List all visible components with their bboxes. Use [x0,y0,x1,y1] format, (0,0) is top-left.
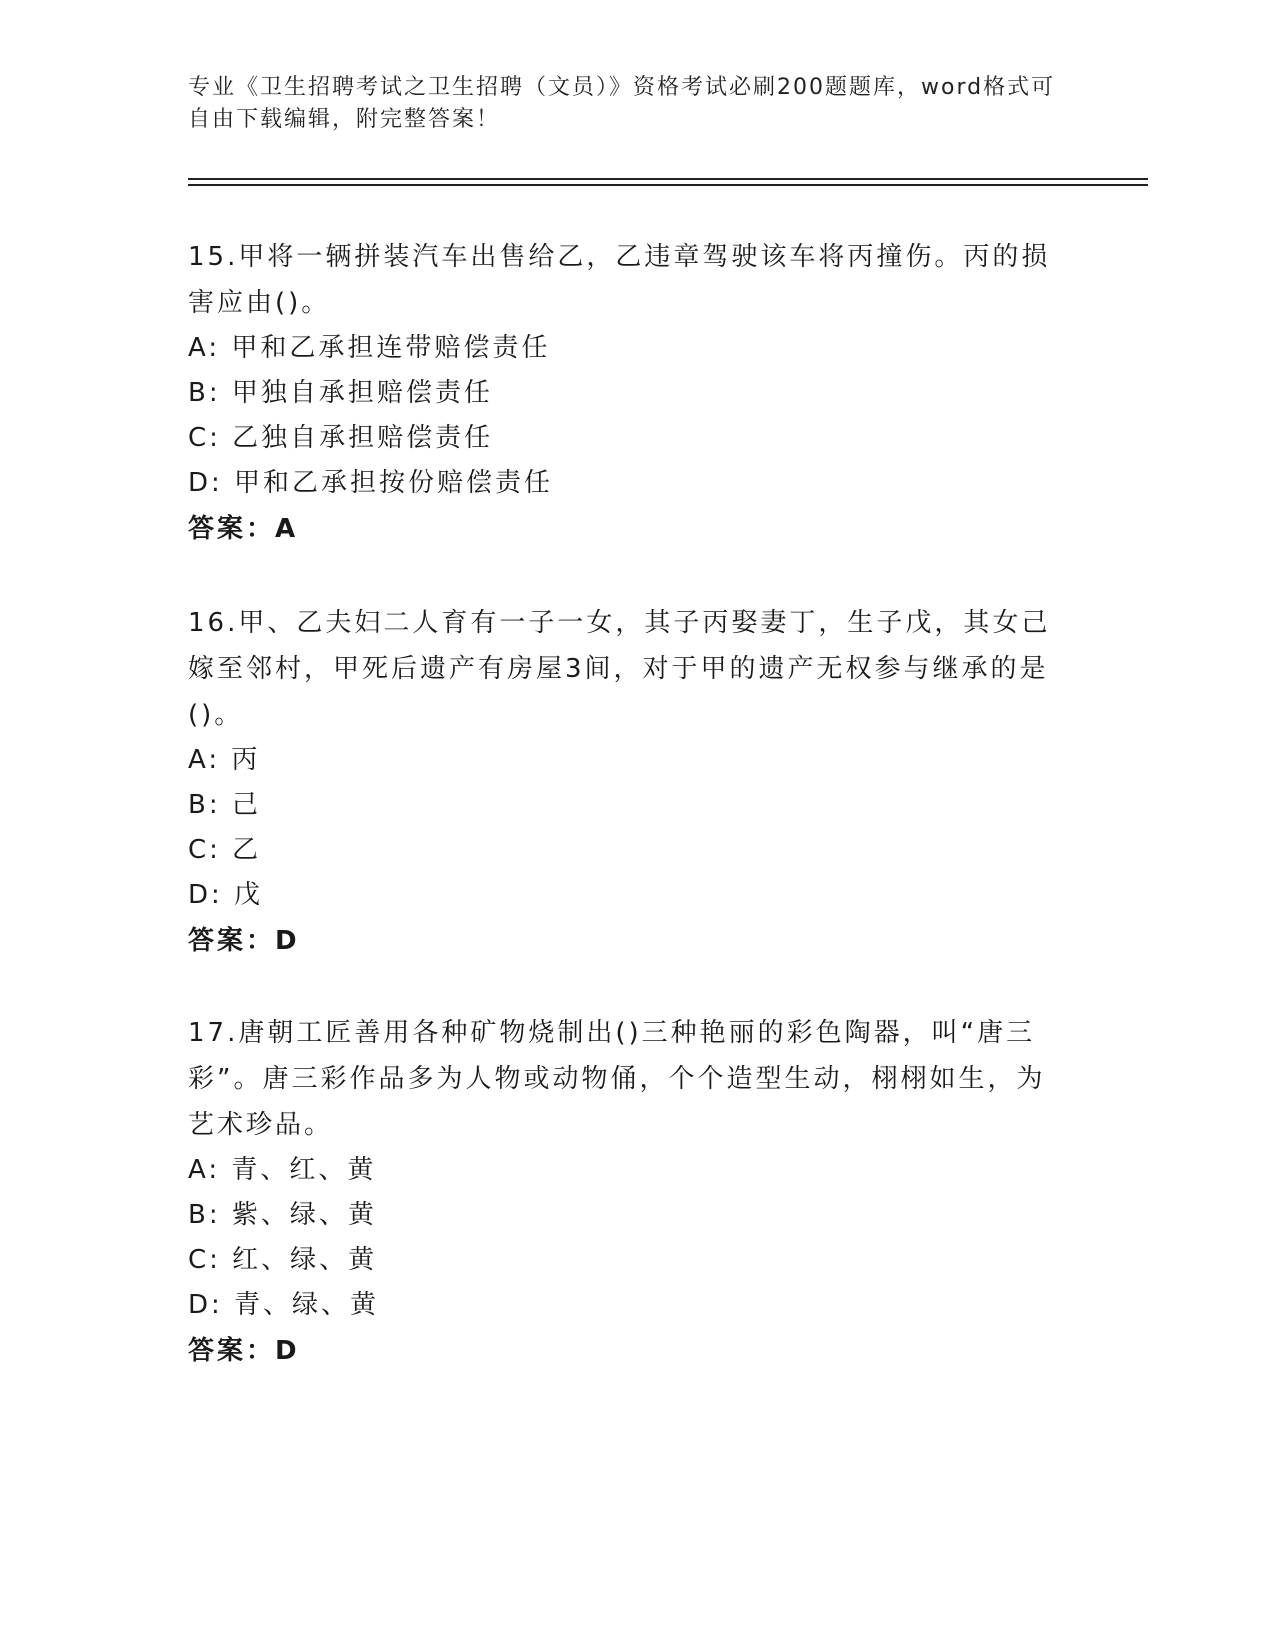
question-17 [188,1010,1068,1374]
option-a: A: 甲和乙承担连带赔偿责任 [188,333,551,363]
answer-line: 答案：A [188,514,299,544]
option-a: A: 青、红、黄 [188,1155,377,1185]
option-d: D: 甲和乙承担按份赔偿责任 [188,468,554,498]
answer-line: 答案：D [188,1336,300,1366]
header-divider-bottom [188,184,1148,186]
question-stem: 15.甲将一辆拼装汽车出售给乙，乙违章驾驶该车将丙撞伤。丙的损害应由()。 [188,242,1051,318]
option-a: A: 丙 [188,745,261,775]
option-c: C: 乙 [188,835,262,865]
header-divider-top [188,178,1148,180]
option-b: B: 己 [188,790,261,820]
answer-line: 答案：D [188,926,300,956]
option-d: D: 戊 [188,880,264,910]
option-d: D: 青、绿、黄 [188,1290,380,1320]
option-b: B: 紫、绿、黄 [188,1200,377,1230]
option-b: B: 甲独自承担赔偿责任 [188,378,493,408]
question-15 [188,234,1068,552]
option-c: C: 乙独自承担赔偿责任 [188,423,494,453]
document-header: 专业《卫生招聘考试之卫生招聘（文员）》资格考试必刷200题题库，word格式可自由下载编辑，附完整答案！ [188,75,1056,132]
option-c: C: 红、绿、黄 [188,1245,378,1275]
question-stem: 16.甲、乙夫妇二人育有一子一女，其子丙娶妻丁，生子戊，其女己嫁至邻村，甲死后遗产有房屋3间，对于甲的遗产无权参与继承的是()。 [188,608,1051,730]
question-16 [188,600,1068,964]
question-stem: 17.唐朝工匠善用各种矿物烧制出()三种艳丽的彩色陶器，叫“唐三彩”。唐三彩作品多为人物或动物俑，个个造型生动，栩栩如生，为艺术珍品。 [188,1018,1046,1140]
